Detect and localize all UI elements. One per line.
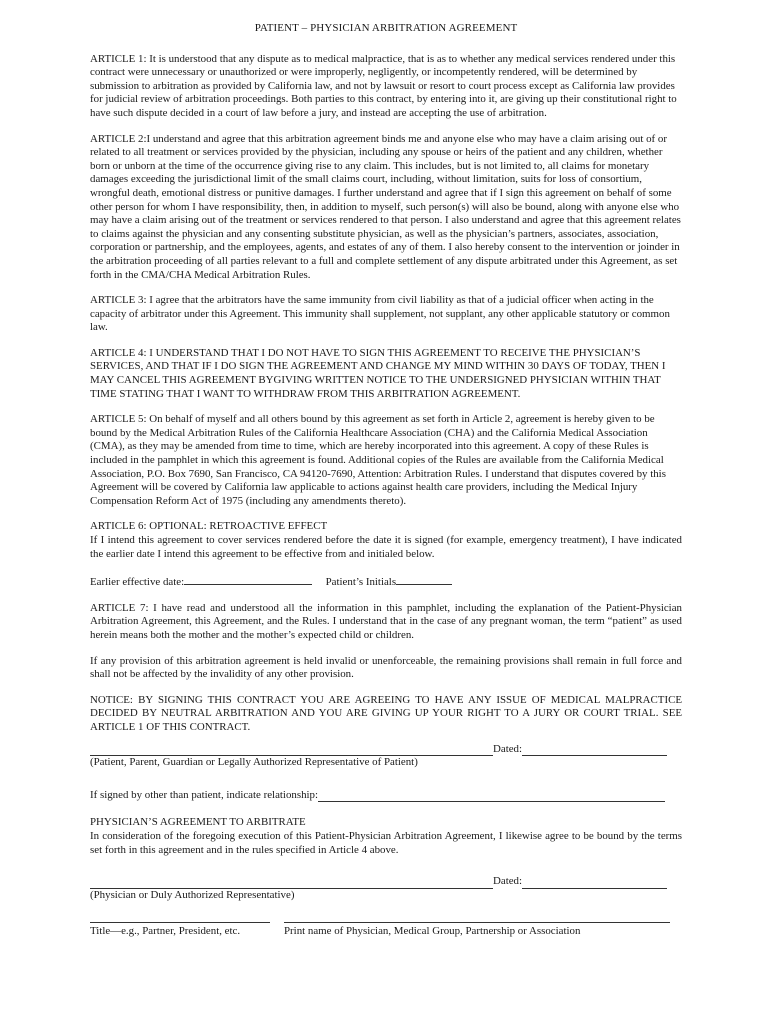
- article-5: ARTICLE 5: On behalf of myself and all others bound by this agreement as set forth in Article 2, agreement is hereby given to be bound by the Medical Arbitration Rules of the California Healthcare Association (CHA) and the California Medical Association (CMA), as they may be amended from time to time, which are hereby incorporated into this agreement. A copy of these Rules is included in the pamphlet in which this agreement is found. Additional copies of the Rules are available from the California Medical Association, P.O. Box 7690, San Francisco, CA 94120-7690, Attention: Arbitration Rules. I understand that disputes covered by this Agreement will be covered by California law applicable to actions against health care providers, including the Medical Injury Compensation Reform Act of 1975 (including any amendments thereto).: [90, 413, 666, 507]
- severability-clause: If any provision of this arbitration agreement is held invalid or unenforceable, the remaining provisions shall remain in full force and shall not be affected by the invalidity of any other provision.: [90, 654, 682, 681]
- physician-dated-field[interactable]: [522, 877, 667, 889]
- agreement-page: [90, 22, 682, 939]
- physician-signature-line[interactable]: [90, 877, 493, 889]
- notice: NOTICE: BY SIGNING THIS CONTRACT YOU ARE AGREEING TO HAVE ANY ISSUE OF MEDICAL MALPRACTICE DECIDED BY NEUTRAL ARBITRATION AND YOU ARE GIVING UP YOUR RIGHT TO A JURY OR COURT TRIAL. SEE ARTICLE 1 OF THIS CONTRACT.: [90, 693, 682, 733]
- article-6-heading: ARTICLE 6: OPTIONAL: RETROACTIVE EFFECT: [90, 520, 328, 533]
- patient-signature-row: [90, 743, 682, 757]
- earlier-date-label: Earlier effective date:: [90, 576, 185, 589]
- article-1: ARTICLE 1: It is understood that any dispute as to medical malpractice, that is as to whether any medical services rendered under this contract were unnecessary or unauthorized or were improperly, negligently, or incompetently rendered, will be determined by submission to arbitration as provided by California law, and not by lawsuit or resort to court process except as California law provides for judicial review of arbitration proceedings. Both parties to this contract, by entering into it, are giving up their constitutional right to have such dispute decided in a court of law before a jury, and instead are accepting the use of arbitration.: [90, 52, 677, 119]
- physician-agreement-heading: PHYSICIAN’S AGREEMENT TO ARBITRATE: [90, 816, 306, 829]
- patient-dated-field[interactable]: [522, 744, 667, 756]
- physician-dated-label: Dated:: [493, 875, 523, 888]
- title-caption: Title—e.g., Partner, President, etc.: [90, 925, 241, 938]
- relationship-label: If signed by other than patient, indicate relationship:: [90, 788, 319, 801]
- print-name-caption: Print name of Physician, Medical Group, Partnership or Association: [284, 925, 581, 938]
- title-column: [90, 922, 270, 939]
- title-field[interactable]: [90, 922, 270, 923]
- physician-signature-caption: (Physician or Duly Authorized Representative): [90, 888, 295, 901]
- patient-signature-line[interactable]: [90, 744, 493, 756]
- print-name-column: [284, 922, 670, 939]
- patient-dated-label: Dated:: [493, 742, 523, 755]
- effective-date-row: [90, 573, 682, 590]
- relationship-field[interactable]: [318, 790, 665, 802]
- physician-agreement-body: In consideration of the foregoing execution of this Patient-Physician Arbitration Agreement, I likewise agree to be bound by the terms set forth in this agreement and in the rules specified in Article 4 above.: [90, 829, 682, 856]
- earlier-date-field[interactable]: [184, 573, 312, 585]
- patient-initials-label: Patient’s Initials: [325, 576, 397, 589]
- document-title: PATIENT – PHYSICIAN ARBITRATION AGREEMENT: [254, 22, 518, 34]
- article-6: [90, 520, 682, 561]
- article-2: ARTICLE 2:I understand and agree that this arbitration agreement binds me and anyone else who may have a claim arising out of or related to all treatment or services provided by the physician, including any spouse or heirs of the patient and any children, whether born or unborn at the time of the occurrence giving rise to any claim. This includes, but is not limited to, all claims for monetary damages exceeding the jurisdictional limit of the small claims court, including, without limitation, suits for loss of consortium, wrongful death, emotional distress or punitive damages. I further understand and agree that if I sign this agreement on behalf of some other person for whom I have responsibility, then, in addition to myself, such person(s) will also be bound, along with anyone else who may have a claim arising out of the treatment or services rendered to that person. I also understand and agree that this agreement relates to claims against the physician and any consenting substitute physician, as well as the physician’s partners, associates, association, corporation or partnership, and the employees, agents, and estates of any of them. I also hereby consent to the intervention or joinder in the arbitration proceeding of all parties relevant to a full and complete settlement of any dispute arbitrated under this Agreement, as set forth in the CMA/CHA Medical Arbitration Rules.: [90, 132, 681, 281]
- patient-signature-caption: (Patient, Parent, Guardian or Legally Authorized Representative of Patient): [90, 756, 418, 769]
- physician-signature-row: [90, 875, 682, 889]
- title-name-row: [90, 922, 682, 939]
- article-4: ARTICLE 4: I UNDERSTAND THAT I DO NOT HAVE TO SIGN THIS AGREEMENT TO RECEIVE THE PHYSICIAN’S SERVICES, AND THAT IF I DO SIGN THE AGREEMENT AND CHANGE MY MIND WITHIN 30 DAYS OF TODAY, THEN I MAY CANCEL THIS AGREEMENT BYGIVING WRITTEN NOTICE TO THE UNDERSIGNED PHYSICIAN WITHIN THAT TIME STATING THAT I WANT TO WITHDRAW FROM THIS ARBITRATION AGREEMENT.: [90, 346, 666, 400]
- article-3: ARTICLE 3: I agree that the arbitrators have the same immunity from civil liability as that of a judicial officer when acting in the capacity of arbitrator under this Agreement. This immunity shall supplement, not supplant, any other applicable statutory or common law.: [90, 294, 670, 334]
- article-7: ARTICLE 7: I have read and understood all the information in this pamphlet, including the explanation of the Patient-Physician Arbitration Agreement, this Agreement, and the Rules. I understand that in the case of any pregnant woman, the term “patient” as used herein means both the mother and the mother’s expected child or children.: [90, 601, 682, 641]
- patient-initials-field[interactable]: [396, 573, 452, 585]
- article-6-body: If I intend this agreement to cover services rendered before the date it is signed (for example, emergency treatment), I have indicated the earlier date I intend this agreement to be effective from and initialed below.: [90, 534, 682, 560]
- print-name-field[interactable]: [284, 922, 670, 923]
- relationship-row: [90, 789, 682, 803]
